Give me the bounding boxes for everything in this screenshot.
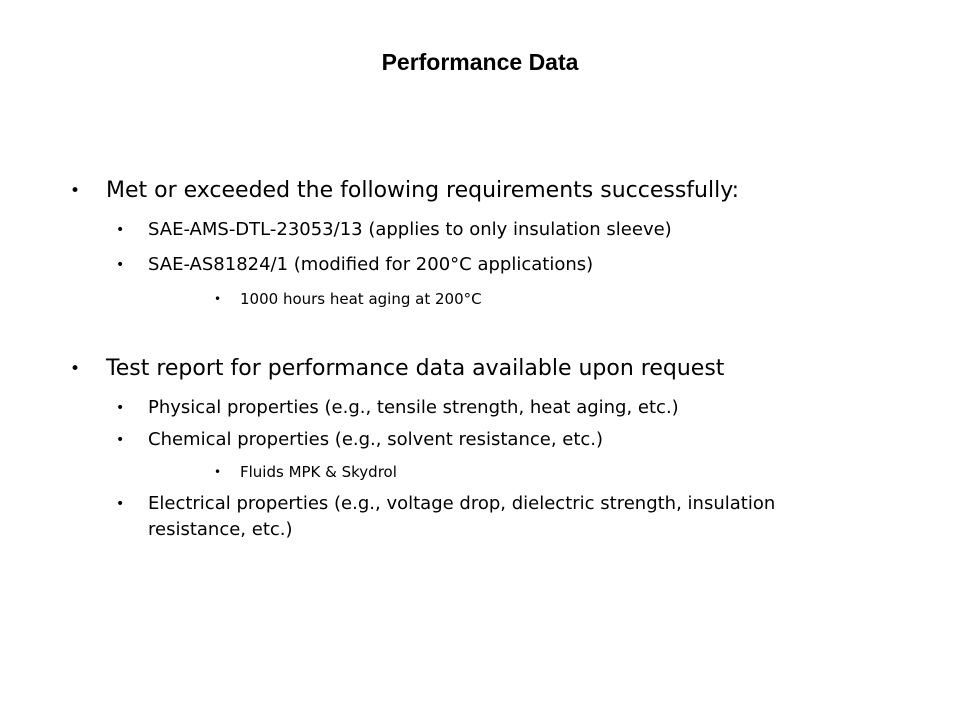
bullet-icon: • (116, 432, 125, 448)
bullet-icon: • (116, 496, 125, 512)
bullet-text: SAE-AS81824/1 (modified for 200°C applications) (148, 254, 594, 275)
bullet-icon: • (116, 222, 125, 238)
bullet-icon: • (70, 181, 81, 201)
bullet-text: Fluids MPK & Skydrol (240, 463, 397, 481)
bullet-icon: • (70, 359, 81, 379)
bullet-level-2 (116, 395, 876, 421)
bullet-text: Met or exceeded the following requirements successfully: (106, 178, 740, 203)
bullet-text: Electrical properties (e.g., voltage drop, dielectric strength, insulation resistance, etc.) (148, 493, 776, 540)
bullet-level-1 (70, 355, 930, 383)
bullet-text: Test report for performance data available upon request (106, 356, 725, 381)
bullet-level-2 (116, 252, 876, 278)
bullet-icon: • (214, 465, 222, 479)
bullet-level-2 (116, 217, 876, 243)
slide-title: Performance Data (381, 49, 579, 75)
bullet-level-1 (70, 177, 930, 205)
bullet-icon: • (116, 257, 125, 273)
bullet-icon: • (214, 292, 222, 306)
bullet-icon: • (116, 400, 125, 416)
bullet-text: Chemical properties (e.g., solvent resistance, etc.) (148, 429, 604, 450)
bullet-level-3 (214, 288, 874, 310)
bullet-level-2 (116, 427, 876, 453)
bullet-text: Physical properties (e.g., tensile strength, heat aging, etc.) (148, 397, 679, 418)
bullet-level-3 (214, 461, 874, 483)
bullet-level-2 (116, 491, 876, 543)
bullet-text: SAE-AMS-DTL-23053/13 (applies to only insulation sleeve) (148, 219, 672, 240)
bullet-text: 1000 hours heat aging at 200°C (240, 290, 482, 308)
